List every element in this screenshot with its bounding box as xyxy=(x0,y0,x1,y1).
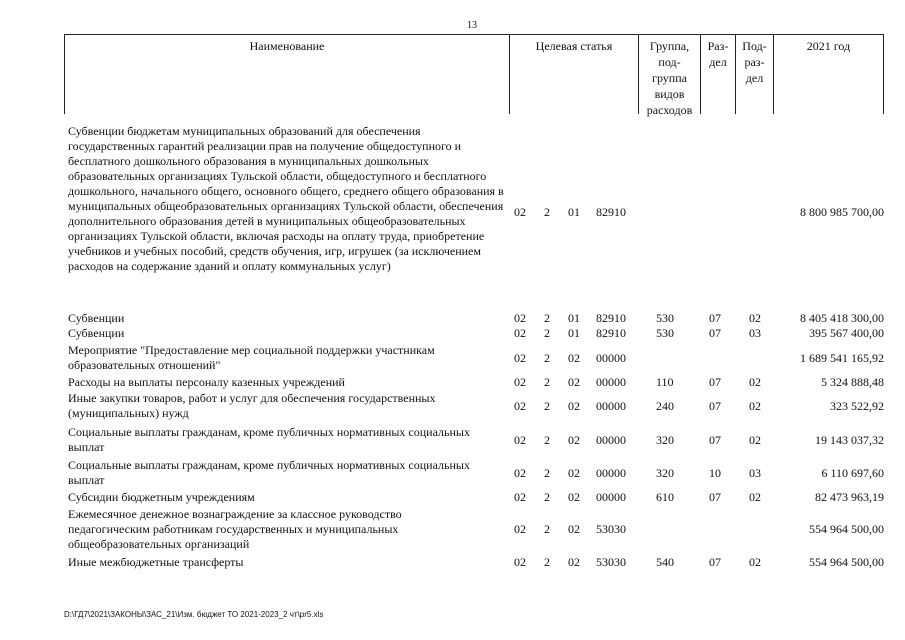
row-9-c3: 02 xyxy=(568,522,580,536)
row-8-subsection: 02 xyxy=(749,490,761,504)
row-3-c4: 00000 xyxy=(596,351,626,365)
row-5-section: 07 xyxy=(709,399,721,413)
row-1-section: 07 xyxy=(709,311,721,325)
header-name-cell xyxy=(64,34,509,114)
row-7-group: 320 xyxy=(656,466,674,480)
row-6-c1: 02 xyxy=(514,433,526,447)
row-4-c4: 00000 xyxy=(596,375,626,389)
row-6-amount: 19 143 037,32 xyxy=(815,433,884,447)
row-6-c3: 02 xyxy=(568,433,580,447)
row-0-name: Субвенции бюджетам муниципальных образований для обеспечения государственных гарантий реализации прав на получение общедоступного и бесплатного дошкольного образования в муниципальных дошкольных образовательных организациях Тульской области, общедоступного и бесплатного дошкольного, начального общего, основного общего, среднего общего образования в муниципальных общеобразовательных организациях Тульской области, обеспечения дополнительного образования детей в муниципальных общеобразовательных организациях Тульской области, включая расходы на оплату труда, приобретение учебников и учебных пособий, средств обучения, игр, игрушек (за исключением расходов на содержание зданий и оплату коммунальных услуг) xyxy=(68,124,504,273)
row-3-name: Мероприятие "Предоставление мер социальной поддержки участникам образовательных отношений" xyxy=(68,343,435,372)
row-10-name: Иные межбюджетные трансферты xyxy=(68,555,244,569)
row-5-subsection: 02 xyxy=(749,399,761,413)
row-10-group: 540 xyxy=(656,555,674,569)
row-5-c3: 02 xyxy=(568,399,580,413)
row-2-c4: 82910 xyxy=(596,326,626,340)
row-10-c3: 02 xyxy=(568,555,580,569)
row-4-name: Расходы на выплаты персоналу казенных учреждений xyxy=(68,375,345,389)
row-10-c2: 2 xyxy=(544,555,550,569)
row-8-c2: 2 xyxy=(544,490,550,504)
row-9-name: Ежемесячное денежное вознаграждение за классное руководство педагогическим работникам государственных и муниципальных общеобразовательных организаций xyxy=(68,507,402,551)
row-9-c2: 2 xyxy=(544,522,550,536)
row-4-amount: 5 324 888,48 xyxy=(821,375,884,389)
header-group xyxy=(639,35,700,118)
header-subsection-line: Под- xyxy=(742,39,767,53)
header-year-cell xyxy=(773,34,884,114)
row-10-subsection: 02 xyxy=(749,555,761,569)
row-5-amount: 323 522,92 xyxy=(830,399,884,413)
row-4-section: 07 xyxy=(709,375,721,389)
header-subsection-line: раз- xyxy=(744,55,765,69)
row-0-c1: 02 xyxy=(514,205,526,219)
row-1-amount: 8 405 418 300,00 xyxy=(800,311,884,325)
row-3-c1: 02 xyxy=(514,351,526,365)
row-6-name: Социальные выплаты гражданам, кроме публичных нормативных социальных выплат xyxy=(68,425,470,454)
row-1-c3: 01 xyxy=(568,311,580,325)
row-4-c3: 02 xyxy=(568,375,580,389)
row-3-amount: 1 689 541 165,92 xyxy=(800,351,884,365)
row-10-section: 07 xyxy=(709,555,721,569)
row-4-group: 110 xyxy=(656,375,674,389)
row-3-c2: 2 xyxy=(544,351,550,365)
row-8-group: 610 xyxy=(656,490,674,504)
row-7-subsection: 03 xyxy=(749,466,761,480)
row-8-c3: 02 xyxy=(568,490,580,504)
row-4-c1: 02 xyxy=(514,375,526,389)
row-10-c1: 02 xyxy=(514,555,526,569)
row-5-c4: 00000 xyxy=(596,399,626,413)
header-group-line: группа xyxy=(652,71,687,85)
header-section-line: Раз- xyxy=(707,39,729,53)
row-1-c4: 82910 xyxy=(596,311,626,325)
row-8-name: Субсидии бюджетным учреждениям xyxy=(68,490,255,504)
page-number: 13 xyxy=(467,20,477,31)
row-7-c2: 2 xyxy=(544,466,550,480)
row-7-c1: 02 xyxy=(514,466,526,480)
row-2-amount: 395 567 400,00 xyxy=(809,326,884,340)
header-group-cell xyxy=(638,34,700,117)
row-5-c1: 02 xyxy=(514,399,526,413)
header-subsection xyxy=(736,35,773,86)
row-0-c4: 82910 xyxy=(596,205,626,219)
row-7-section: 10 xyxy=(709,466,721,480)
row-6-group: 320 xyxy=(656,433,674,447)
header-group-line: видов xyxy=(654,87,685,101)
header-target-cell xyxy=(509,34,638,114)
row-6-section: 07 xyxy=(709,433,721,447)
row-8-c4: 00000 xyxy=(596,490,626,504)
row-2-c2: 2 xyxy=(544,326,550,340)
header-name: Наименование xyxy=(249,39,325,53)
row-10-amount: 554 964 500,00 xyxy=(809,555,884,569)
row-2-group: 530 xyxy=(656,326,674,340)
header-target: Целевая статья xyxy=(535,39,613,53)
header-subsection-cell xyxy=(735,34,773,114)
row-0-c3: 01 xyxy=(568,205,580,219)
header-year: 2021 год xyxy=(806,39,851,53)
row-2-subsection: 03 xyxy=(749,326,761,340)
row-0-amount: 8 800 985 700,00 xyxy=(800,205,884,219)
row-7-name: Социальные выплаты гражданам, кроме публичных нормативных социальных выплат xyxy=(68,458,470,487)
row-1-c1: 02 xyxy=(514,311,526,325)
row-2-name: Субвенции xyxy=(68,326,125,340)
row-3-c3: 02 xyxy=(568,351,580,365)
row-7-amount: 6 110 697,60 xyxy=(821,466,884,480)
header-group-line: Группа, xyxy=(649,39,690,53)
header-subsection-line: дел xyxy=(745,71,764,85)
row-6-c2: 2 xyxy=(544,433,550,447)
header-section xyxy=(701,35,735,70)
row-7-c3: 02 xyxy=(568,466,580,480)
row-0-c2: 2 xyxy=(544,205,550,219)
row-5-group: 240 xyxy=(656,399,674,413)
row-9-c4: 53030 xyxy=(596,522,626,536)
header-section-line: дел xyxy=(709,55,727,69)
row-1-name: Субвенции xyxy=(68,311,125,325)
row-2-c1: 02 xyxy=(514,326,526,340)
row-2-c3: 01 xyxy=(568,326,580,340)
row-6-subsection: 02 xyxy=(749,433,761,447)
row-10-c4: 53030 xyxy=(596,555,626,569)
row-4-c2: 2 xyxy=(544,375,550,389)
row-7-c4: 00000 xyxy=(596,466,626,480)
row-4-subsection: 02 xyxy=(749,375,761,389)
row-1-group: 530 xyxy=(656,311,674,325)
row-9-amount: 554 964 500,00 xyxy=(809,522,884,536)
row-6-c4: 00000 xyxy=(596,433,626,447)
header-section-cell xyxy=(700,34,735,114)
row-2-section: 07 xyxy=(709,326,721,340)
header-group-line: расходов xyxy=(646,103,693,117)
row-9-c1: 02 xyxy=(514,522,526,536)
header-group-line: под- xyxy=(658,55,681,69)
row-1-c2: 2 xyxy=(544,311,550,325)
row-5-c2: 2 xyxy=(544,399,550,413)
row-5-name: Иные закупки товаров, работ и услуг для обеспечения государственных (муниципальных) нужд xyxy=(68,391,436,420)
footer-file-path: D:\ГД7\2021\ЗАКОНЫ\ЗАС_21\Изм. бюджет ТО 2021-2023_2 чт\pr5.xls xyxy=(64,610,324,619)
row-8-c1: 02 xyxy=(514,490,526,504)
row-1-subsection: 02 xyxy=(749,311,761,325)
row-8-section: 07 xyxy=(709,490,721,504)
row-8-amount: 82 473 963,19 xyxy=(815,490,884,504)
